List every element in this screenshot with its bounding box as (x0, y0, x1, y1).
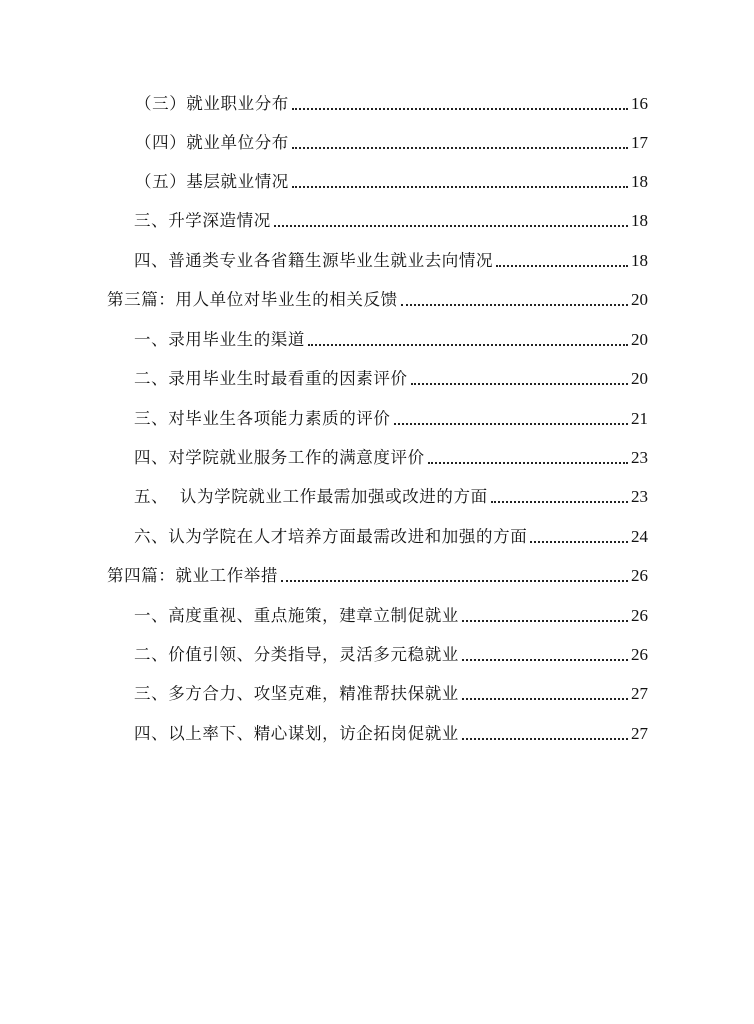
toc-page-number: 18 (631, 251, 648, 270)
toc-leader-dots (496, 265, 628, 267)
toc-entry[interactable] (0, 327, 754, 351)
toc-entry-label: 一、高度重视、重点施策，建章立制促就业 (134, 606, 459, 625)
toc-leader-dots (308, 344, 628, 346)
toc-entry[interactable] (0, 91, 754, 115)
toc-entry-label: 四、对学院就业服务工作的满意度评价 (134, 448, 425, 467)
toc-page-number: 17 (631, 133, 648, 152)
toc-page-number: 27 (631, 684, 648, 703)
toc-page-number: 16 (631, 94, 648, 113)
toc-page-number: 20 (631, 290, 648, 309)
toc-page-number: 23 (631, 487, 648, 506)
toc-leader-dots (274, 225, 628, 227)
toc-entry-label: 一、录用毕业生的渠道 (134, 330, 305, 349)
toc-entry-label: （五）基层就业情况 (135, 172, 289, 191)
toc-entry[interactable] (0, 603, 754, 627)
toc-page-number: 26 (631, 645, 648, 664)
toc-entry-label: 四、以上率下、精心谋划，访企拓岗促就业 (134, 724, 459, 743)
toc-leader-dots (462, 659, 628, 661)
toc-entry-label: 三、多方合力、攻坚克难，精准帮扶保就业 (134, 684, 459, 703)
toc-entry-label: 二、录用毕业生时最看重的因素评价 (134, 369, 408, 388)
toc-entry[interactable] (0, 721, 754, 745)
toc-page-number: 21 (631, 409, 648, 428)
toc-entry-label: 第四篇：就业工作举措 (107, 566, 278, 585)
toc-entry-label: 三、升学深造情况 (134, 211, 271, 230)
toc-entry-label: 四、普通类专业各省籍生源毕业生就业去向情况 (134, 251, 494, 270)
toc-leader-dots (292, 108, 628, 110)
toc-leader-dots (394, 423, 629, 425)
toc-leader-dots (530, 541, 628, 543)
toc-leader-dots (281, 580, 628, 582)
toc-page-number: 20 (631, 369, 648, 388)
toc-page-number: 27 (631, 724, 648, 743)
toc-entry[interactable] (0, 130, 754, 154)
toc-leader-dots (462, 620, 628, 622)
toc-page-number: 24 (631, 527, 648, 546)
toc-entry-label: 五、 认为学院就业工作最需加强或改进的方面 (134, 487, 488, 506)
toc-entry[interactable] (0, 208, 754, 232)
toc-page-number: 23 (631, 448, 648, 467)
toc-leader-dots (428, 462, 628, 464)
toc-page-number: 18 (631, 211, 648, 230)
toc-leader-dots (292, 147, 628, 149)
toc-entry-label: 二、价值引领、分类指导，灵活多元稳就业 (134, 645, 459, 664)
toc-leader-dots (411, 383, 628, 385)
toc-entry-label: （三）就业职业分布 (135, 94, 289, 113)
toc-entry-label: 第三篇：用人单位对毕业生的相关反馈 (107, 290, 398, 309)
toc-entry-label: （四）就业单位分布 (135, 133, 289, 152)
toc-entry[interactable] (0, 524, 754, 548)
toc-entry[interactable] (0, 287, 754, 311)
toc-page-number: 18 (631, 172, 648, 191)
toc-entry[interactable] (0, 248, 754, 272)
toc-leader-dots (491, 501, 628, 503)
toc-entry[interactable] (0, 366, 754, 390)
toc-entry-label: 三、对毕业生各项能力素质的评价 (134, 409, 391, 428)
toc-page-number: 26 (631, 566, 648, 585)
toc-leader-dots (462, 698, 628, 700)
toc-entry[interactable] (0, 445, 754, 469)
toc-page-number: 26 (631, 606, 648, 625)
toc-entry[interactable] (0, 681, 754, 705)
toc-entry[interactable] (0, 563, 754, 587)
toc-entry[interactable] (0, 642, 754, 666)
toc-entry[interactable] (0, 484, 754, 508)
toc-page-number: 20 (631, 330, 648, 349)
toc-leader-dots (462, 738, 628, 740)
toc-entry[interactable] (0, 406, 754, 430)
toc-entry-label: 六、认为学院在人才培养方面最需改进和加强的方面 (134, 527, 528, 546)
toc-entry[interactable] (0, 169, 754, 193)
toc-leader-dots (292, 186, 628, 188)
toc-leader-dots (401, 304, 628, 306)
